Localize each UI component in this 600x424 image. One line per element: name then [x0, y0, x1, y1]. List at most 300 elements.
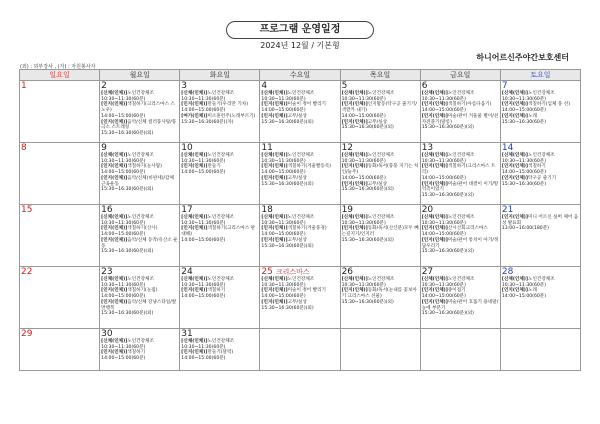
- program-name: 노인건강체조: [207, 215, 235, 220]
- program-time: 15:30~16:30(60분)(외): [261, 305, 314, 311]
- calendar-day-cell: [20, 267, 100, 329]
- program-name: 노인건강체조: [127, 339, 154, 344]
- day-number: [101, 267, 178, 277]
- calendar-week-row: [20, 329, 581, 371]
- calendar-day-cell: [100, 143, 180, 205]
- calendar-day-cell: [260, 143, 340, 205]
- day-number: [261, 205, 338, 215]
- day-number-text: 18: [261, 205, 273, 215]
- day-number-text: 2: [101, 81, 107, 91]
- program-time: 10:30~11:30(60분): [261, 282, 306, 288]
- program-name: 만들기(우리만 기차): [207, 102, 248, 108]
- program-line: [422, 164, 499, 175]
- program-name: 노인건강체조: [447, 215, 475, 220]
- program-category: [신체(인체)]: [501, 153, 528, 158]
- program-category: [인지(인체)]: [261, 164, 288, 170]
- program-name: 동화/독서(산산분)모두 빼는길지기/인지러: [341, 226, 419, 238]
- program-category: [인지(인체)]: [261, 175, 288, 181]
- program-category: [신체(인체)]: [181, 215, 208, 220]
- program-time: 14:00~15:00(60분): [421, 294, 466, 300]
- program-line: [181, 170, 258, 176]
- program-time: 10:30~11:30(60분): [181, 158, 226, 164]
- program-name: 미술이 정어 빨리기: [287, 288, 326, 294]
- day-number: [342, 143, 419, 153]
- day-number: [181, 205, 258, 215]
- weekday-header: 목요일: [340, 70, 420, 81]
- calendar-day-cell: [100, 81, 180, 143]
- program-name: 색칠하기(입체 풍 선): [528, 102, 571, 108]
- program-name: 만들기: [207, 164, 221, 170]
- program-category: [신체(인체)]: [101, 215, 128, 220]
- day-number: [101, 329, 178, 339]
- calendar-day-cell: [420, 143, 500, 205]
- program-line: [502, 294, 579, 300]
- program-category: [인지(인체)]: [101, 226, 128, 232]
- program-category: [인지(인체)]: [341, 164, 368, 170]
- program-line: [422, 249, 499, 255]
- program-time: 14:00~15:00(60분): [261, 170, 306, 176]
- program-line: [101, 120, 178, 131]
- program-category: [인지(인체)]: [101, 288, 128, 294]
- day-number-text: 25: [261, 267, 273, 277]
- weekday-header: 일요일: [20, 70, 100, 81]
- program-line: [101, 249, 178, 255]
- program-time: 15:30~16:30(60분)(외): [421, 249, 474, 255]
- calendar-day-cell: [340, 205, 420, 267]
- program-category: [인지(인체)]: [101, 119, 128, 125]
- program-name: 색칠하기: [528, 164, 546, 170]
- program-category: [신체(인체)]: [261, 277, 288, 282]
- day-number: [342, 81, 419, 91]
- program-name: 색칠하기(아름다움기): [447, 102, 492, 108]
- day-number-text: 14: [501, 143, 514, 153]
- program-time: 14:00~15:00(60분): [181, 356, 226, 362]
- program-time: 14:00~15:00(60분): [261, 232, 306, 238]
- program-name: 노인건강체조: [367, 215, 395, 220]
- program-time: 10:30~11:30(60분): [421, 96, 466, 102]
- calendar-day-cell: [100, 329, 180, 371]
- program-name: 고무/실상: [367, 181, 388, 187]
- program-time: 10:30~11:30(60분): [341, 282, 386, 288]
- day-number: [502, 205, 579, 215]
- program-category: [신체(인체)]: [421, 153, 448, 158]
- program-time: 10:30~11:30(60분): [501, 158, 547, 164]
- program-category: [인지(인체)]: [421, 113, 448, 119]
- program-time: 15:30~16:30(60분)(외): [421, 311, 474, 317]
- day-number-text: 24: [181, 267, 193, 277]
- program-line: [422, 193, 499, 199]
- program-time: 15:30~16:30(60분): [501, 181, 547, 187]
- program-category: [인지(인체)]: [341, 102, 368, 108]
- program-name: 고무/실상: [287, 113, 307, 119]
- program-category: [인지(인체)]: [261, 237, 288, 243]
- day-number: [101, 81, 178, 91]
- program-category: [인지(인체)]: [101, 299, 128, 305]
- calendar-week-row: [20, 205, 581, 267]
- program-name: 노인건강체조: [127, 91, 154, 96]
- program-category: [신체(인체)]: [341, 277, 368, 282]
- page-subtitle: 2024년 12월 / 기본형: [260, 41, 340, 50]
- program-time: 14:00~15:00(60분): [501, 294, 547, 300]
- program-category: [인지(인체)]: [501, 102, 528, 108]
- day-number: [261, 143, 338, 153]
- program-line: [261, 182, 338, 188]
- program-time: 15:30~16:30(60분): [501, 119, 547, 125]
- day-number-text: 9: [101, 143, 107, 153]
- program-time: 13:00~16:00(180분): [501, 226, 549, 232]
- program-time: 14:00~15:00(60분): [101, 232, 146, 238]
- program-name: 탁구공 줄기기: [528, 175, 557, 181]
- program-line: [422, 114, 499, 125]
- day-number-text: 26: [341, 267, 354, 277]
- holiday-label: 크리스마스: [275, 268, 310, 276]
- day-number-text: 12: [341, 143, 354, 153]
- day-number: [342, 205, 419, 215]
- day-number-text: 19: [341, 205, 354, 215]
- program-line: [101, 238, 178, 249]
- program-name: 미술이 정어 빨리기: [287, 102, 326, 108]
- program-name: 미술/관어 호롤기 용네말/농에 부분기: [421, 299, 499, 311]
- program-category: [신체(인체)]: [181, 91, 208, 96]
- legend-note: (외) : 외부강사 , (자) : 자원봉사자: [20, 64, 96, 70]
- program-line: [342, 125, 419, 131]
- calendar-day-cell: [420, 205, 500, 267]
- program-category: [신체(인체)]: [261, 91, 288, 96]
- day-number-text: 20: [421, 205, 434, 215]
- calendar-day-cell: [340, 329, 420, 371]
- program-name: 색칠하기: [127, 350, 146, 356]
- program-name: 미소훈련주(노래부르기): [207, 113, 256, 119]
- program-category: [신체(인체)]: [341, 91, 368, 96]
- program-time: 14:00~15:00(60분): [421, 232, 466, 238]
- program-category: [인지(인체)]: [341, 288, 368, 294]
- program-name: 노인건강체조: [127, 277, 154, 282]
- program-time: 14:00~15:00(60분): [421, 108, 466, 114]
- program-time: 10:30~11:30(60분): [181, 344, 226, 350]
- program-time: 10:30~11:30(60분): [421, 220, 466, 226]
- program-name: 노인건강체조: [207, 277, 235, 282]
- program-line: [502, 182, 579, 188]
- weekday-header: 화요일: [180, 70, 260, 81]
- program-name: 음악/신체 동작/유산소 운동: [101, 237, 178, 249]
- day-number-text: 8: [21, 143, 27, 153]
- program-category: [인지(인체)]: [421, 226, 448, 232]
- day-number-text: 21: [501, 205, 514, 215]
- program-name: 색칠하기(눈집): [127, 288, 158, 294]
- day-number-text: 4: [261, 81, 268, 91]
- program-category: [인지(인체)]: [101, 164, 128, 170]
- program-name: 고무/실상: [367, 119, 388, 125]
- day-number: [422, 267, 499, 277]
- program-category: [인지(인체)]: [181, 102, 208, 108]
- program-category: [인지(인체)]: [421, 288, 448, 294]
- program-name: 미니 어르신 실버 체어 음성 발표회: [501, 215, 579, 226]
- program-time: 10:30~11:30(60분): [421, 282, 466, 288]
- program-name: 음악/신체 컬러풍사탕/풍극소 스트레칭: [101, 119, 177, 131]
- calendar-day-cell: [260, 81, 340, 143]
- program-category: [신체(인체)]: [101, 91, 128, 96]
- day-number: [21, 205, 98, 215]
- program-name: 색칠하기(크리스마스 판대해): [181, 226, 256, 238]
- program-name: 노인건강체조: [287, 91, 315, 96]
- day-number: [101, 143, 178, 153]
- program-time: 15:30~16:30(60분)(외): [261, 119, 314, 125]
- program-line: [502, 120, 579, 126]
- program-category: [신체(인체)]: [101, 277, 128, 282]
- program-line: [181, 120, 258, 126]
- day-number: [21, 81, 98, 91]
- program-name: 고무/실상: [287, 175, 307, 181]
- program-name: 노인건강체조: [127, 215, 154, 220]
- program-category: [인지(인체)]: [261, 113, 288, 119]
- program-name: 색칠하기(크리스마스 트리): [421, 164, 496, 176]
- day-number: [181, 143, 258, 153]
- calendar-day-cell: [260, 329, 340, 371]
- program-line: [502, 215, 579, 226]
- program-time: 10:30~11:30(60분): [181, 220, 226, 226]
- day-number: [502, 267, 579, 277]
- calendar-day-cell: [340, 143, 420, 205]
- program-name: 색칠하기(크리스마스 스노우): [101, 102, 175, 114]
- program-line: [101, 311, 178, 317]
- program-line: [342, 238, 419, 244]
- program-time: 15:30~16:30(60분)(외): [261, 181, 314, 187]
- program-name: 종이접기: [447, 288, 466, 294]
- program-time: 15:30~16:30(60분)(외): [341, 125, 394, 131]
- program-time: 14:00~15:00(60분): [101, 356, 146, 362]
- program-category: [신체(인체)]: [501, 91, 528, 96]
- calendar-day-cell: [20, 143, 100, 205]
- program-name: 노인건강체조: [447, 153, 475, 158]
- program-name: 산시산회크리스마스: [447, 226, 488, 232]
- calendar-day-cell: [500, 205, 580, 267]
- page-title: 프로그램 운영일정: [226, 21, 374, 39]
- calendar-day-cell: [500, 267, 580, 329]
- program-time: 14:00~15:00(60분): [341, 175, 386, 181]
- day-number: [422, 81, 499, 91]
- program-name: 인지활동(탁구공 줄기기/색깔카 내기): [341, 102, 417, 114]
- program-name: 노인건강체조: [367, 277, 395, 282]
- day-number: [181, 267, 258, 277]
- day-number-text: 13: [421, 143, 434, 153]
- program-time: 14:00~15:00(60분): [181, 237, 226, 243]
- calendar-day-cell: [500, 143, 580, 205]
- calendar-day-cell: [100, 267, 180, 329]
- program-line: [502, 226, 579, 232]
- day-number: [502, 143, 579, 153]
- day-number-text: 5: [341, 81, 348, 91]
- program-line: [342, 102, 419, 113]
- program-category: [인지(인체)]: [501, 175, 528, 181]
- program-name: 노인건강체조: [207, 339, 235, 344]
- program-name: 노인건강체조: [528, 153, 555, 158]
- weekday-header: 토요일: [500, 70, 580, 81]
- program-time: 10:30~11:30(60분): [101, 96, 146, 102]
- program-line: [342, 300, 419, 306]
- program-category: [신체(인체)]: [341, 215, 368, 220]
- program-time: 14:00~15:00(60분): [341, 113, 386, 119]
- day-number-text: 10: [181, 143, 193, 153]
- program-time: 14:00~15:00(60분): [261, 294, 306, 300]
- program-name: 노인건강체조: [528, 277, 555, 282]
- program-line: [261, 306, 338, 312]
- program-category: [인지(인체)]: [261, 226, 288, 232]
- program-name: 노인건강체조: [367, 153, 395, 158]
- program-name: 미술/관어 겨울물 별이/친자전플기(말롱): [421, 113, 499, 125]
- program-time: 15:30~16:30(60분)(외): [101, 130, 154, 136]
- program-time: 10:30~11:30(60분): [181, 96, 226, 102]
- calendar-day-cell: [100, 205, 180, 267]
- program-line: [181, 294, 258, 300]
- program-category: [신체(인체)]: [421, 277, 448, 282]
- center-name: 하니어르신주야간보호센터: [476, 53, 569, 62]
- program-category: [인지(인체)]: [421, 102, 448, 108]
- program-category: [신체(인체)]: [101, 153, 128, 158]
- program-category: [인지(인체)]: [181, 226, 208, 232]
- day-number-text: 11: [261, 143, 273, 153]
- day-number: [261, 267, 338, 277]
- day-number-text: 3: [181, 81, 188, 91]
- program-time: 10:30~11:30(60분): [101, 282, 146, 288]
- program-name: 노인건강체조: [287, 215, 315, 220]
- day-number-text: 1: [21, 81, 27, 91]
- program-name: 동화/독서(눈내를 꽃보아기 크리스마스 선물): [341, 288, 417, 300]
- program-category: [여가(인체)]: [181, 113, 208, 119]
- day-number-text: 27: [421, 267, 434, 277]
- calendar-week-row: [20, 143, 581, 205]
- program-time: 15:30~16:30(60분)(자): [181, 119, 234, 125]
- program-category: [신체(인체)]: [181, 339, 208, 344]
- program-category: [신체(인체)]: [181, 153, 208, 158]
- program-name: 노인건강체조: [287, 277, 315, 282]
- program-line: [342, 164, 419, 175]
- program-name: 고무/실상: [287, 299, 307, 305]
- program-line: [101, 187, 178, 193]
- program-category: [신체(인체)]: [261, 215, 288, 220]
- weekday-header: 월요일: [100, 70, 180, 81]
- program-line: [181, 238, 258, 244]
- calendar-day-cell: [260, 267, 340, 329]
- weekday-header: 금요일: [420, 70, 500, 81]
- program-category: [인지(인체)]: [261, 102, 288, 108]
- program-time: 15:30~16:30(60분)(외): [101, 187, 154, 193]
- day-number-text: 28: [501, 267, 514, 277]
- program-time: 14:00~15:00(60분): [501, 170, 547, 176]
- program-time: 15:30~16:30(60분)(외): [421, 192, 474, 198]
- calendar-day-cell: [180, 205, 260, 267]
- calendar-day-cell: [180, 329, 260, 371]
- program-name: 색칠하기(겨울풍경): [287, 226, 327, 232]
- program-name: 노인건강체조: [287, 153, 315, 158]
- program-category: [인지(인체)]: [101, 175, 128, 181]
- calendar-week-row: [20, 81, 581, 143]
- program-time: 15:30~16:30(60분)(외): [341, 237, 394, 243]
- program-time: 14:00~15:00(60분): [501, 108, 547, 114]
- program-category: [신체(인체)]: [181, 277, 208, 282]
- calendar-day-cell: [500, 81, 580, 143]
- program-category: [신체(인체)]: [421, 215, 448, 220]
- program-category: [인지(인체)]: [101, 350, 128, 356]
- program-name: 색칠하기(산사): [127, 226, 158, 232]
- program-line: [101, 176, 178, 187]
- program-line: [422, 300, 499, 311]
- day-number-text: 17: [181, 205, 193, 215]
- program-name: 색칠하기(눈사람): [127, 164, 162, 170]
- calendar-day-cell: [500, 329, 580, 371]
- calendar-day-cell: [340, 267, 420, 329]
- program-name: 음악/신체 강냥스타일/쌀면행복: [101, 299, 177, 311]
- program-name: 노인건강체조: [447, 91, 475, 96]
- calendar-week-row: [20, 267, 581, 329]
- program-time: 14:00~15:00(60분): [421, 175, 466, 181]
- program-line: [261, 120, 338, 126]
- program-category: [인지(인체)]: [421, 299, 448, 305]
- program-category: [인지(인체)]: [501, 113, 528, 119]
- program-name: 노인건강체조: [367, 91, 395, 96]
- program-time: 15:30~16:30(60분)(외): [341, 299, 394, 305]
- program-time: 14:00~15:00(60분): [101, 294, 146, 300]
- program-name: 만들기(달력): [207, 350, 234, 356]
- program-category: [인지(인체)]: [421, 164, 448, 170]
- program-name: 노래: [528, 113, 537, 119]
- day-number-text: 22: [21, 267, 33, 277]
- program-line: [422, 238, 499, 249]
- day-number: [101, 205, 178, 215]
- calendar-table: [19, 69, 581, 371]
- program-name: 색칠하기(겨울빨동록): [287, 164, 332, 170]
- day-number-text: 23: [101, 267, 113, 277]
- program-time: 10:30~11:30(60분): [501, 96, 547, 102]
- calendar-body: [20, 81, 581, 371]
- program-category: [인지(인체)]: [181, 288, 208, 294]
- program-time: 10:30~11:30(60분): [261, 96, 306, 102]
- program-time: 15:30~16:30(60분)(외): [101, 311, 154, 317]
- program-category: [인지(인체)]: [341, 181, 368, 187]
- day-number-text: 31: [181, 329, 193, 339]
- program-category: [신체(인체)]: [101, 339, 128, 344]
- program-time: 10:30~11:30(60분): [101, 158, 146, 164]
- program-time: 10:30~11:30(60분): [341, 96, 386, 102]
- program-name: 색칠하기: [207, 288, 226, 294]
- calendar-day-cell: [180, 143, 260, 205]
- program-category: [신체(인체)]: [341, 153, 368, 158]
- program-time: 10:30~11:30(60분): [101, 220, 146, 226]
- day-number: [21, 329, 98, 339]
- program-category: [인지(인체)]: [181, 164, 208, 170]
- calendar-day-cell: [20, 205, 100, 267]
- program-category: [인지(인체)]: [341, 226, 368, 232]
- program-line: [422, 182, 499, 193]
- calendar-day-cell: [180, 81, 260, 143]
- program-category: [인지(인체)]: [501, 215, 528, 220]
- program-time: 10:30~11:30(60분): [181, 282, 226, 288]
- program-category: [신체(인체)]: [421, 91, 448, 96]
- program-category: [인지(인체)]: [261, 299, 288, 305]
- day-number: [181, 81, 258, 91]
- program-name: 고무/실상: [287, 237, 307, 243]
- day-number-text: 6: [421, 81, 428, 91]
- program-name: 노인건강체조: [528, 91, 555, 96]
- program-name: 음악/신체(비판세)/감체근육운동: [101, 175, 174, 187]
- program-line: [342, 187, 419, 193]
- program-time: 10:30~11:30(60분): [421, 158, 466, 164]
- program-line: [342, 288, 419, 299]
- program-name: 동화/독서(풍풍 지기는 처인/늘주): [341, 164, 419, 176]
- program-time: 14:00~15:00(60분): [101, 113, 146, 119]
- program-time: 15:30~16:30(60분)(외): [421, 125, 474, 131]
- weekday-header: 수요일: [260, 70, 340, 81]
- program-category: [인지(인체)]: [421, 237, 448, 243]
